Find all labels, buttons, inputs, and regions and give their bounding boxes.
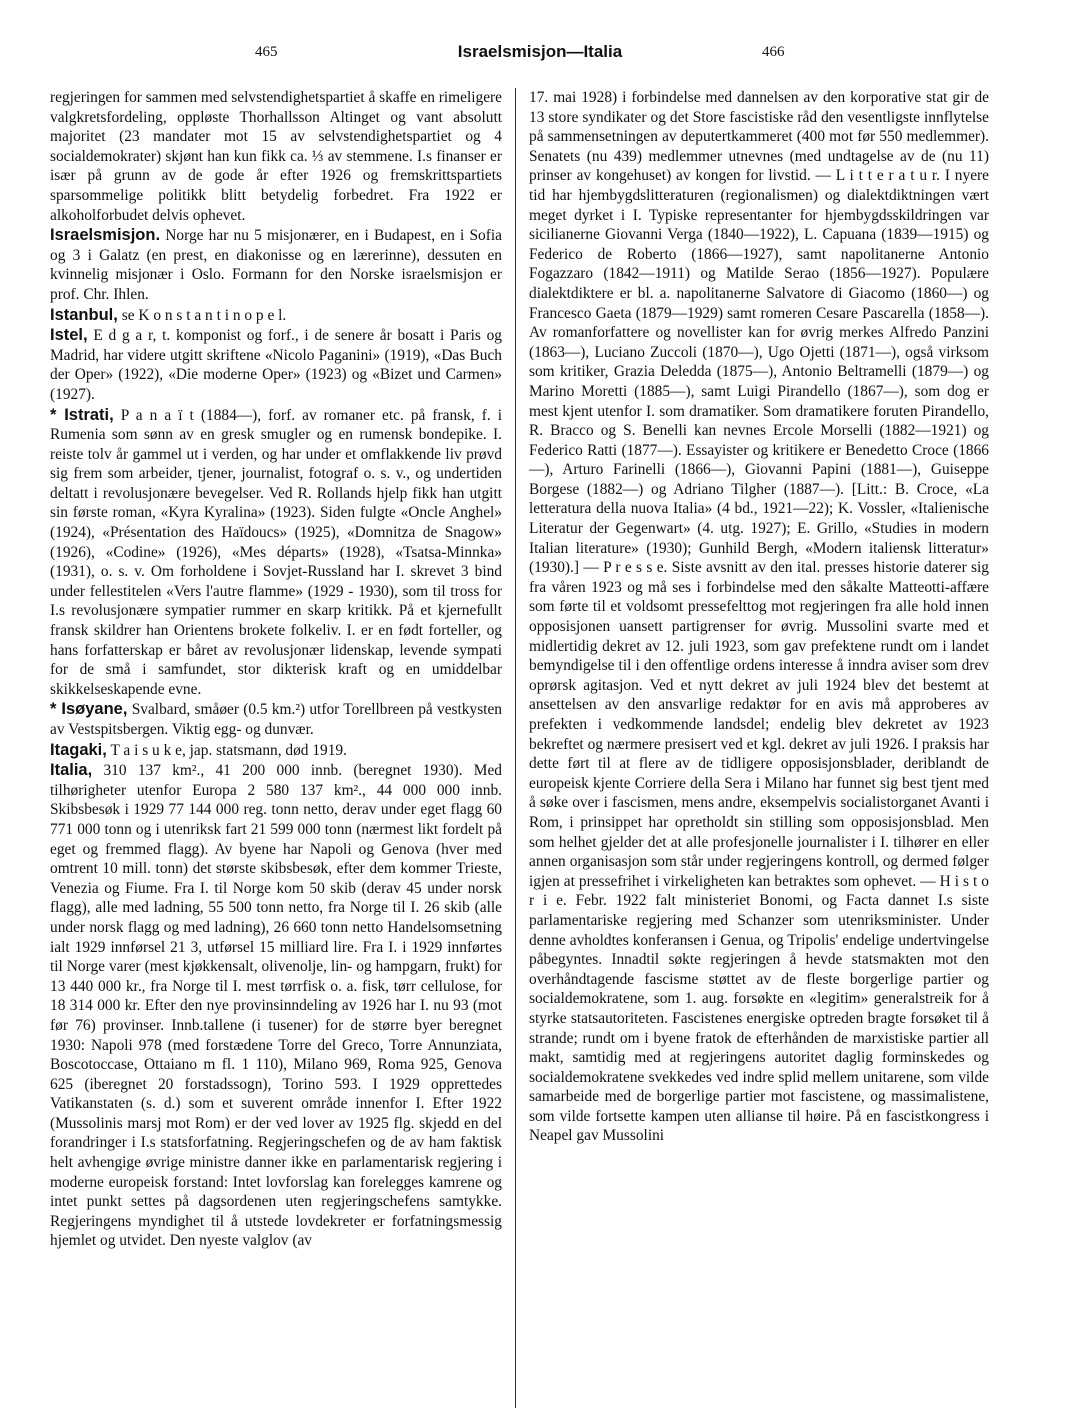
entry-israelsmisjon (50, 226, 502, 304)
left-column (50, 88, 502, 1413)
entry-text: se K o n s t a n t i n o p e l. (121, 306, 287, 324)
entry-headword: Israelsmisjon. (50, 226, 161, 245)
column-divider (515, 88, 516, 1408)
entry-text: P a n a ï t (1884—), forf. av romaner etc. på fransk, f. i Rumenia som sønn av en gresk smugler og en rumensk bondepike. I. reiste tolv år gammel ut i verden, og har under et omflakkende liv prøvd sig frem som arbeider, tjener, journalist, fotograf o. s. v., og undertiden deltatt i revolusjonære bevegelser. Ved R. Rollands hjelp fikk han utgitt sin første roman, «Kyra Kyralina» (1923). Siden fulgte «Oncle Anghel» (1924), «Présentation des Haïdoucs» (1925), «Domnitza de Snagow» (1926), «Codine» (1926), «Mes départs» (1928), «Tsatsa-Minnka» (1931), o. s. v. Om forholdene i Sovjet-Russland har I. skrevet 3 bind under fellestitelen «Vers l'autre flamme» (1929 - 1930), som til tross for I.s revolusjonære sympatier rummer en skarp kritikk. På et kjernefullt fransk skildrer han Orientens brokete folkeliv. I. er en født forteller, og hans forfatterskap er båret av revolusjonær lidenskap, levende sympati for de små i samfundet, stor dikterisk kraft og en umiddelbar skikkelseskapende evne. (50, 406, 502, 698)
entry-italia-continued (529, 88, 989, 1146)
right-column (529, 88, 989, 1413)
entry-text: Norge har nu 5 misjonærer, en i Budapest, en i Sofia og 3 i Galatz (en prest, en diakonisse og en lærerinne), dessuten en kvinnelig misjonær i Oslo. Formann for den Norske israelsmisjon er prof. Chr. Ihlen. (50, 227, 502, 303)
entry-paragraph (50, 88, 502, 225)
entry-text: 17. mai 1928) i forbindelse med dannelsen av den korporative stat gir de 13 store syndikater og det Store fascistiske råd den vesentligste innflytelse på sammensetningen av deputertkammeret (400 mot før 550 medlemmer). Senatets (nu 439) medlemmer utnevnes (med undtagelse av de (nu 11) prinser av kongehuset) av kongen for livstid. — L i t t e r a t u r. I nyere tid har hjembygdslitteraturen (regionalismen) og dialektdiktningen vært meget dyrket i I. Typiske representanter for hjembygdsskildringen var sicilianerne Giovanni Verga (1840—1922), L. Capuana (1839—1915) og Federico de Roberto (1866—1927), samt napolitanerne Antonio Fogazzaro (1842—1911) og Matilde Serao (1856—1927). Populære dialektdiktere er bl. a. napolitanerne Salvatore di Giacomo (1860—) og Francesco Gaeta (1879—1929) samt romeren Cesare Pascarella (1858—). Av romanforfattere og novellister kan for øvrig merkes Alfredo Panzini (1863—), Luciano Zuccoli (1870—), Ugo Ojetti (1871—), også virksom som kritiker, Grazia Deledda (1875—), Antonio Beltramelli (1879—) og Marino Moretti (1885—), samt Luigi Pirandello (1867—), som dog er mest kjent utenfor I. som dramatiker. Som dramatikere foruten Pirandello, R. Bracco og S. Benelli kan nevnes Ercole Morselli (1882—1921) og Federico Ratti (1877—). Essayister og kritikere er Benedetto Croce (1866—), Arturo Farinelli (1866—), Giovanni Papini (1881—), Guiseppe Borgese (1882—) og Adriano Tilgher (1887—). [Litt.: B. Croce, «La letteratura della nuova Italia» (4 bd., 1921—22); K. Vossler, «Italienische Literatur der Gegenwart» (4. utg. 1927); E. Grillo, «Studies in modern Italian literature» (1930); Gunhild Bergh, «Modern italiensk litteratur» (1930).] — P r e s s e. Siste avsnitt av den ital. presses historie daterer sig fra våren 1923 og må ses i forbindelse med den såkalte Matteotti-affære som førte til et voldsomt pressefelttog mot regjeringen fra alle hold innen opposisjonen uansett partigrenser for øvrig. Mussolini svarte med et midlertidig dekret av 12. juli 1923, som gav prefektene rundt om i landet bemyndigelse til i den offentlige ordens interesse å inndra aviser som drev oprørsk agitasjon. Ved et nytt dekret av juli 1924 blev det bestemt at ansettelsen av den ansvarlige redaktør for en avis må approberes av prefekten i vedkommende landsdel; endelig blev dekretet av 1923 bekreftet og nærmere presisert ved et kgl. dekret av juli 1926. I praksis har dette ført til at flere av de tidligere opposisjonsblader, deriblandt de europeisk kjente Corriere della Sera i Milano har funnet sig best tjent med å søke over i fascismen, mens andre, eksempelvis socialistorganet Avanti i Rom, i prinsippet har opretholdt sin stilling som opposisjonsblad. Men som helhet gjelder det at alle profesjonelle journalister i I. tilhører en eller annen organisasjon som står under regjeringens kontroll, og dermed følger igjen at pressefrihet i virkeligheten kan betraktes som ophevet. — H i s t o r i e. Febr. 1922 falt ministeriet Bonomi, og Facta dannet I.s siste parlamentariske regjering med Schanzer som utenriksminister. Under denne avholdtes konferansen i Genua, og Tripolis' endelige undertvingelse påbegyntes. Innadtil søkte regjeringen å hevde statsmakten mot den overhåndtagende fascisme støttet av de fleste borgerlige partier og socialdemokratene, som 1. aug. forsøkte en «legitim» generalstreik for å styrke statsautoriteten. Fascistenes energiske optreden bragte forsøket til å strande; rundt om i byene fratok de efterhånden de marxistiske partier all makt, samtidig med at regjeringens autoritet daglig forminskedes og socialdemokratene svekkedes ved indre splid mellem unitarene, som vilde samarbeide med de borgerlige partier mot fascistene, og massimalistene, som vilde fortsette kampen uten allianse til høire. På en fascistkongress i Neapel gav Mussolini (529, 89, 989, 1145)
entry-istanbul (50, 306, 502, 326)
entry-text: 310 137 km²., 41 200 000 innb. (beregnet 1930). Med tilhørigheter utenfor Europa 2 580 137 km²., 44 000 000 innb. Skibsbesøk i 1929 77 144 000 reg. tonn netto, derav under eget flagg 60 771 000 tonn og i utenriksk fart 21 599 000 tonn (nærmest likt fordelt på eget og fremmed flagg). Av byene har Napoli og Genova (hver med omtrent 10 mill. tonn) det største skibsbesøk, efter dem kommer Trieste, Venezia og Fiume. Fra I. til Norge kom 50 skib (derav 45 under norsk flagg), alle med ladning, 55 500 tonn netto, fra Norge til I. 26 skib (alle under norsk flagg og med ladning), 26 660 tonn netto Handelsomsetning ialt 1929 innførsel 21 3, utførsel 15 milliard lire. Fra I. i 1929 innførtes til Norge varer (mest kjøkkensalt, olivenolje, lin- og hampgarn, frukt) for 13 440 000 kr., fra Norge til I. mest tørrfisk o. a. fisk, tørr cellulose, for 18 314 000 kr. Efter den nye provinsinndeling av 1926 har I. nu 93 (mot før 76) provinser. Innb.tallene (i tusener) for de større byer beregnet 1930: Napoli 978 (med forstædene Torre del Greco, Torre Annunziata, Boscotoccase, Ottaiano m fl. 1 110), Milano 969, Roma 925, Genova 625 (iberegnet 20 forstadssogn), Torino 593. I 1929 opprettedes Vatikanstaten (s. d.) som et suverent område innenfor I. Efter 1922 (Mussolinis marsj mot Rom) er der ved lover av 1925 flg. skjedd en del forandringer i I.s statsforfatning. Regjeringschefen og de av ham faktisk helt avhengige øvrige ministre danner ikke en parlamentarisk regjering i moderne europeisk forstand: Intet lovforslag kan forelegges kamrene og intet punkt settes på dagsordenen uten regjeringschefens samtykke. Regjeringens myndighet til å utstede lovdekreter er forfatningsmessig hjemlet og utvidet. Den nyeste valglov (av (50, 762, 502, 1250)
entry-headword: Italia, (50, 761, 93, 780)
page-header (0, 38, 1080, 68)
entry-text: T a i s u k e, jap. statsmann, død 1919. (110, 741, 347, 759)
entry-headword: Istel, (50, 326, 88, 345)
entry-text: regjeringen for sammen med selvstendighetspartiet å skaffe en rimeligere valgkretsfordeling, oppløste Thorhallsson Altinget og vant absolutt majoritet (23 mandater mot 15 av selvstendighetspartiet og 4 socialdemokrater) skjønt han kun fikk ca. ⅓ av stemmene. I.s finanser er især på grunn av de gode år efter 1926 og fremskrittspartiets sparsommelige politikk blitt betydelig forbedret. Fra 1922 er alkoholforbudet delvis ophevet. (50, 89, 502, 224)
entry-text: Svalbard, småøer (0.5 km.²) utfor Torellbreen på vestkysten av Vestspitsbergen. Viktig egg- og dunvær. (50, 701, 502, 738)
entry-headword: Itagaki, (50, 740, 107, 759)
entry-istrati (50, 406, 502, 700)
entry-istel (50, 326, 502, 404)
page-number-right: 466 (762, 44, 785, 60)
entry-headword: * Isøyane, (50, 700, 128, 719)
running-title: Israelsmisjon—Italia (457, 42, 623, 61)
entry-headword: * Istrati, (50, 405, 114, 424)
entry-italia (50, 761, 502, 1251)
page-number-left: 465 (255, 44, 278, 60)
entry-itagaki (50, 741, 502, 761)
entry-isoyane (50, 700, 502, 739)
entry-text: E d g a r, t. komponist og forf., i de senere år bosatt i Paris og Madrid, har videre utgitt skriftene «Nicolo Paganini» (1919), «Das Buch der Oper» (1922), «Die moderne Oper» (1923) og «Bizet und Carmen» (1927). (50, 327, 502, 403)
entry-headword: Istanbul, (50, 305, 118, 324)
